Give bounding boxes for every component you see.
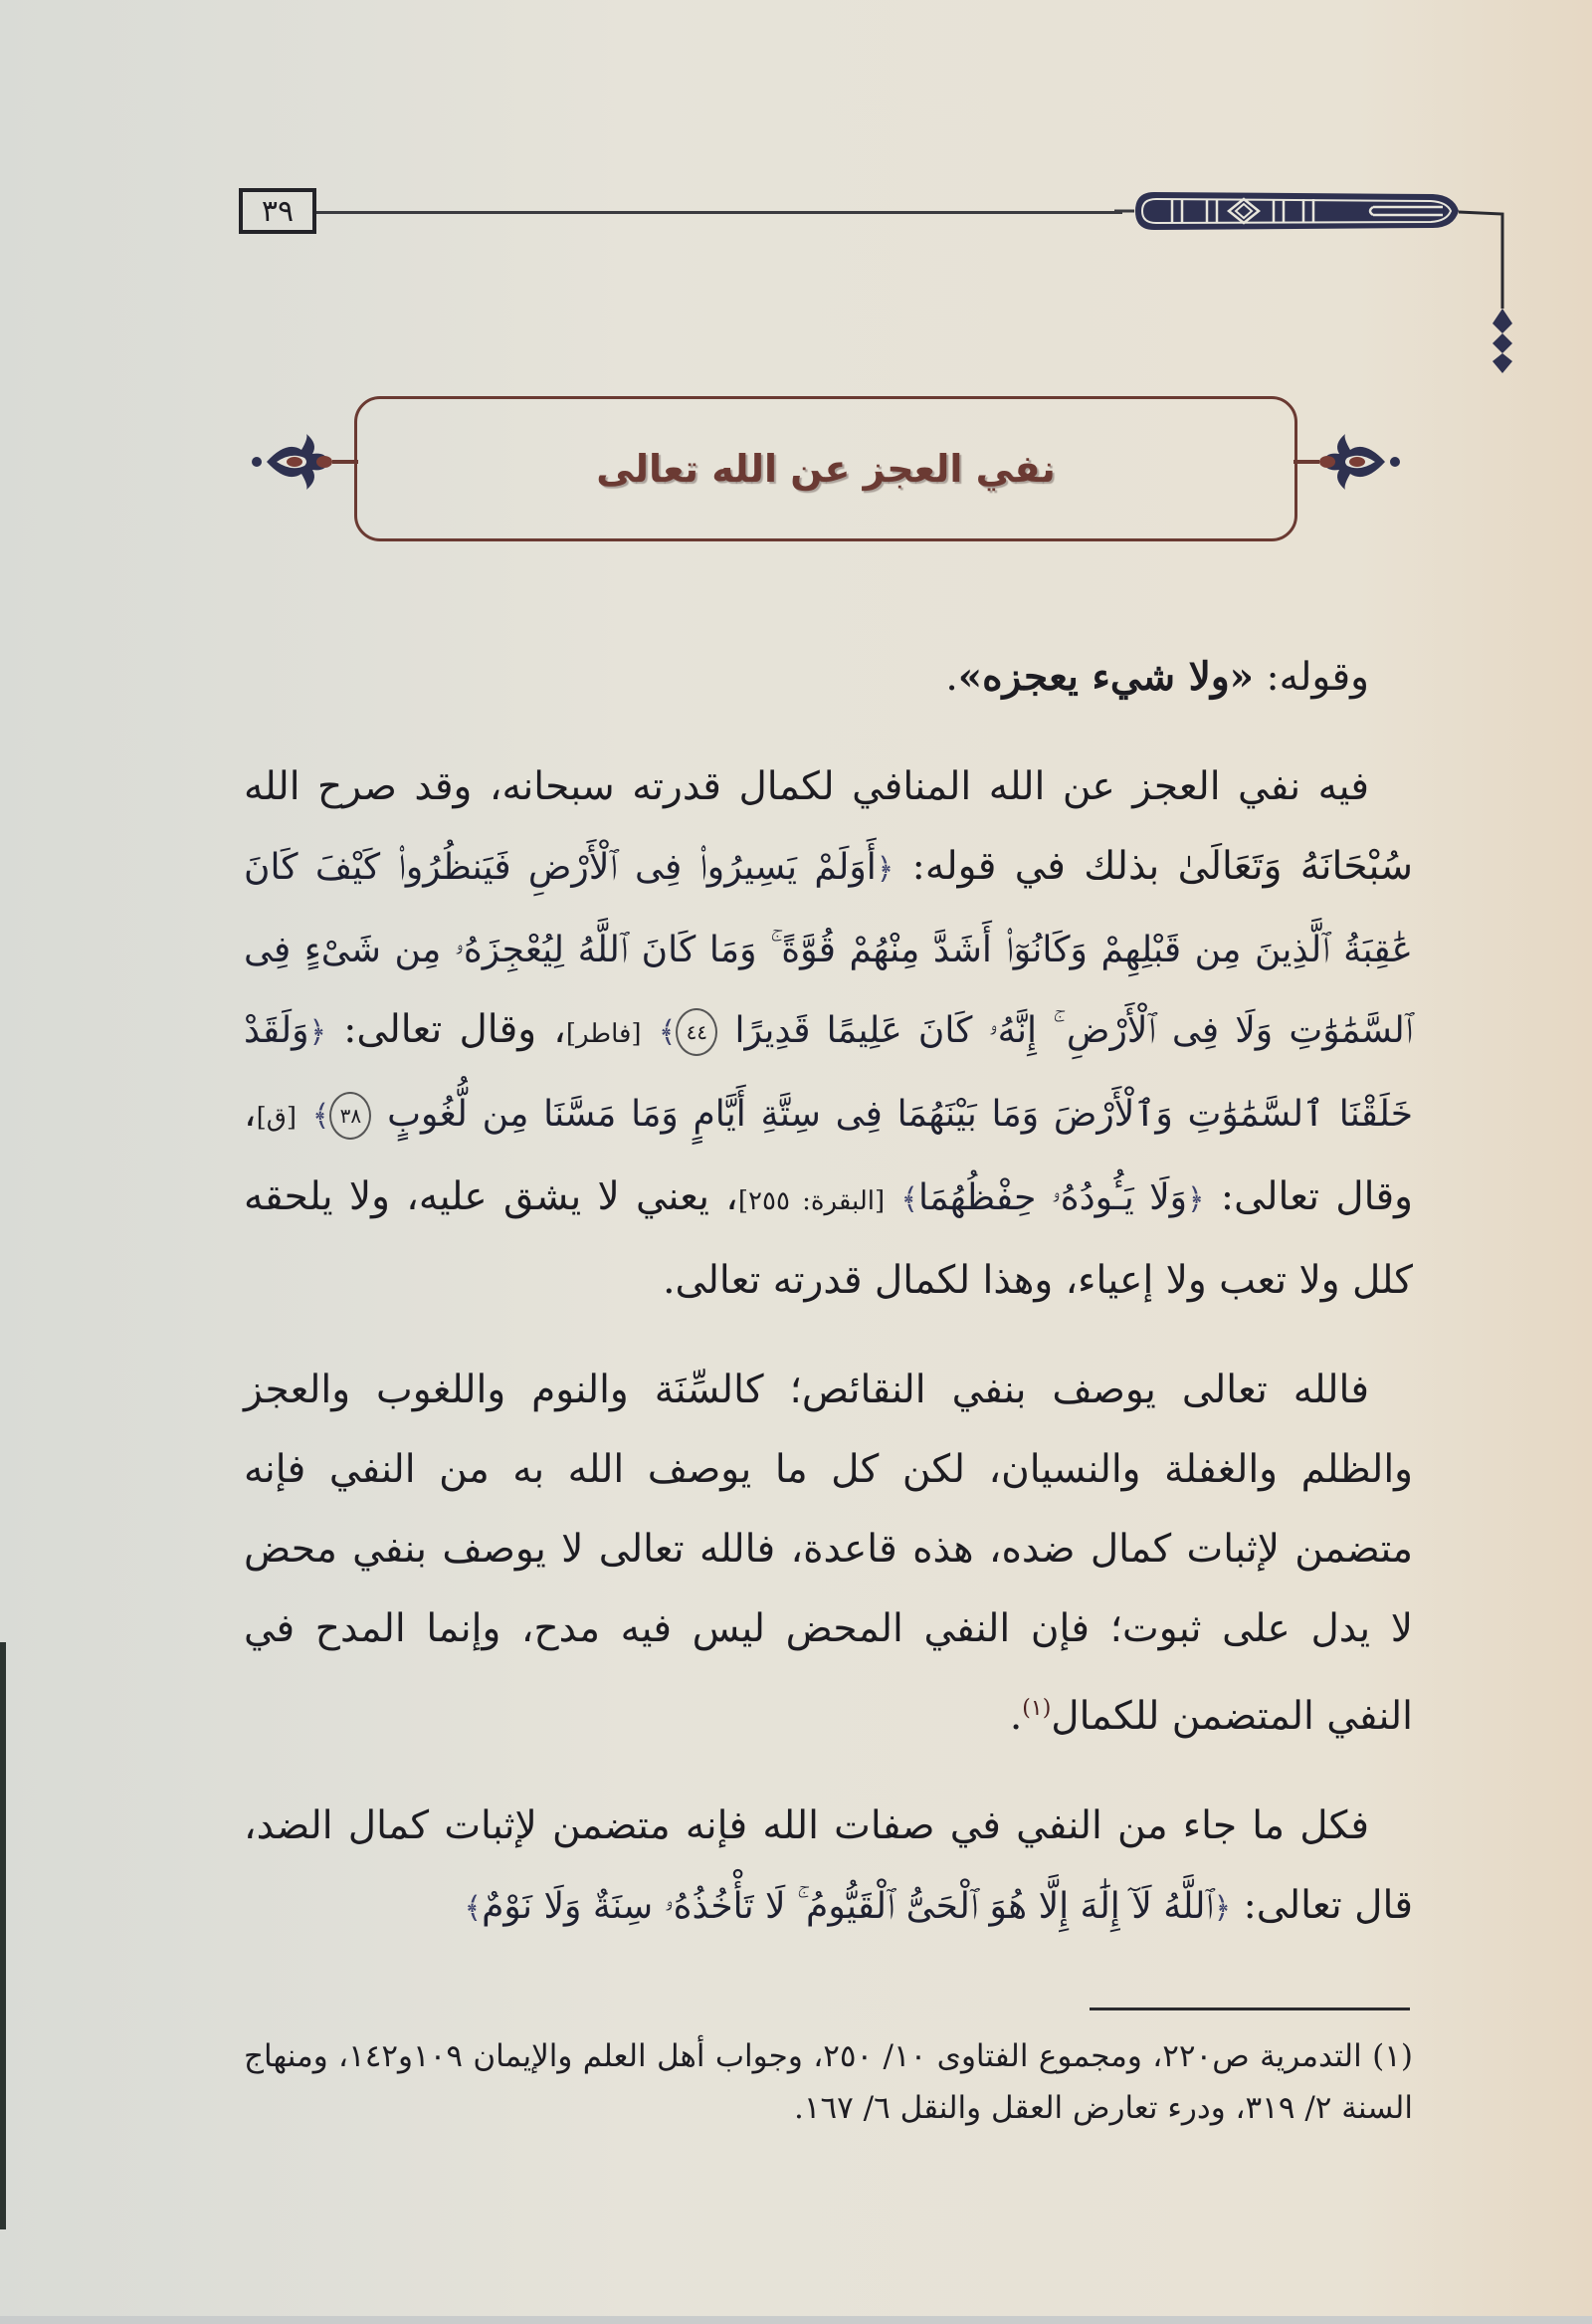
- ayah-number: ٣٨: [329, 1092, 371, 1140]
- header-ornament-icon: [1114, 179, 1532, 378]
- footnotes: [244, 2030, 1413, 2134]
- quran-verse-kursi: ٱللَّهُ لَآ إِلَٰهَ إِلَّا هُوَ ٱلْحَىُّ ٱلْقَيُّومُ ۚ لَا تَأْخُذُهُۥ سِنَةٌ وَلَا نَوْمٌ: [482, 1886, 1214, 1927]
- quran-verse-fatir: أَوَلَمْ يَسِيرُوا۟ فِى ٱلْأَرْضِ فَيَنظُرُوا۟ كَيْفَ كَانَ عَٰقِبَةُ ٱلَّذِينَ مِن قَبْلِهِمْ وَكَانُوٓا۟ أَشَدَّ مِنْهُمْ قُوَّةً ۚ وَمَا كَانَ ٱللَّهُ لِيُعْجِزَهُۥ مِن شَىْءٍ فِى ٱلسَّمَٰوَٰتِ وَلَا فِى ٱلْأَرْضِ ۚ إِنَّهُۥ كَانَ عَلِيمًا قَدِيرًا: [244, 847, 1413, 1051]
- left-flourish-icon: [247, 430, 358, 494]
- ayah-number: ٤٤: [676, 1008, 717, 1056]
- quran-verse-baqarah: وَلَا يَـُٔودُهُۥ حِفْظُهُمَا: [918, 1177, 1188, 1218]
- lead-line: وقوله: «ولا شيء يعجزه».: [945, 654, 1369, 700]
- paragraph-3: فكل ما جاء من النفي في صفات الله فإنه متضمن لإثبات كمال الضد، قال تعالى: ﴿ٱللَّهُ لَآ إِلَٰهَ إِلَّا هُوَ ٱلْحَىُّ ٱلْقَيُّومُ ۚ لَا تَأْخُذُهُۥ سِنَةٌ وَلَا نَوْمٌ﴾: [244, 1803, 1413, 1928]
- footnote-marker[interactable]: (١): [1022, 1696, 1052, 1721]
- paragraph-1: فيه نفي العجز عن الله المنافي لكمال قدرته سبحانه، وقد صرح الله سُبْحَانَهُ وَتَعَالَىٰ بذلك في قوله: ﴿أَوَلَمْ يَسِيرُوا۟ فِى ٱلْأَرْضِ فَيَنظُرُوا۟ كَيْفَ كَانَ عَٰقِبَةُ ٱلَّذِينَ مِن قَبْلِهِمْ وَكَانُوٓا۟ أَشَدَّ مِنْهُمْ قُوَّةً ۚ وَمَا كَانَ ٱللَّهُ لِيُعْجِزَهُۥ مِن شَىْءٍ فِى ٱلسَّمَٰوَٰتِ وَلَا فِى ٱلْأَرْضِ ۚ إِنَّهُۥ كَانَ عَلِيمًا قَدِيرًا ٤٤﴾ [فاطر]، وقال تعالى: ﴿وَلَقَدْ خَلَقْنَا ٱلسَّمَٰوَٰتِ وَٱلْأَرْضَ وَمَا بَيْنَهُمَا فِى سِتَّةِ أَيَّامٍ وَمَا مَسَّنَا مِن لُّغُوبٍ ٣٨﴾ [ق]، وقال تعالى: ﴿وَلَا يَـُٔودُهُۥ حِفْظُهُمَا﴾ [البقرة: ٢٥٥]، يعني لا يشق عليه، ولا يلحقه كلل ولا تعب ولا إعياء، وهذا لكمال قدرته تعالى.: [244, 764, 1414, 1303]
- title-frame: [354, 396, 1297, 541]
- footnote-item: [244, 2030, 1413, 2134]
- paragraph-2: فالله تعالى يوصف بنفي النقائص؛ كالسِّنَة والنوم واللغوب والعجز والظلم والغفلة والنسيان، لكن كل ما يوصف الله به من النفي فإنه متضمن لإثبات كمال ضده، هذه قاعدة، فالله تعالى لا يوصف بنفي محض لا يدل على ثبوت؛ فإن النفي المحض ليس فيه مدح، وإنما المدح في النفي المتضمن للكمال$^{(١)}$.: [244, 1368, 1413, 1739]
- page-number: ٣٩: [239, 188, 316, 234]
- section-title: نفي العجز عن الله تعالى: [596, 447, 1056, 491]
- body-text: [244, 637, 1413, 1949]
- footnote-number: (١): [1372, 2038, 1413, 2074]
- book-edge: [0, 1642, 6, 2229]
- right-flourish-icon: [1294, 430, 1405, 494]
- footnote-text: التدمرية ص٢٢٠، ومجموع الفتاوى ١٠/ ٢٥٠، وجواب أهل العلم والإيمان ١٠٩و١٤٢، ومنهاج السنة ٢/ ٣١٩، ودرء تعارض العقل والنقل ٦/ ١٦٧.: [244, 2038, 1413, 2126]
- page-bottom-edge: [0, 2316, 1592, 2324]
- surah-ref: [ق]: [256, 1103, 298, 1133]
- quran-verse-qaf: وَلَقَدْ خَلَقْنَا ٱلسَّمَٰوَٰتِ وَٱلْأَرْضَ وَمَا بَيْنَهُمَا فِى سِتَّةِ أَيَّامٍ وَمَا مَسَّنَا مِن لُّغُوبٍ: [244, 1010, 1413, 1135]
- footnote-separator: [1090, 2007, 1410, 2010]
- header-rule: [316, 211, 1122, 214]
- surah-ref: [البقرة: ٢٥٥]: [737, 1186, 886, 1216]
- quoted-phrase: «ولا شيء يعجزه»: [957, 654, 1255, 700]
- surah-ref: [فاطر]: [565, 1019, 642, 1049]
